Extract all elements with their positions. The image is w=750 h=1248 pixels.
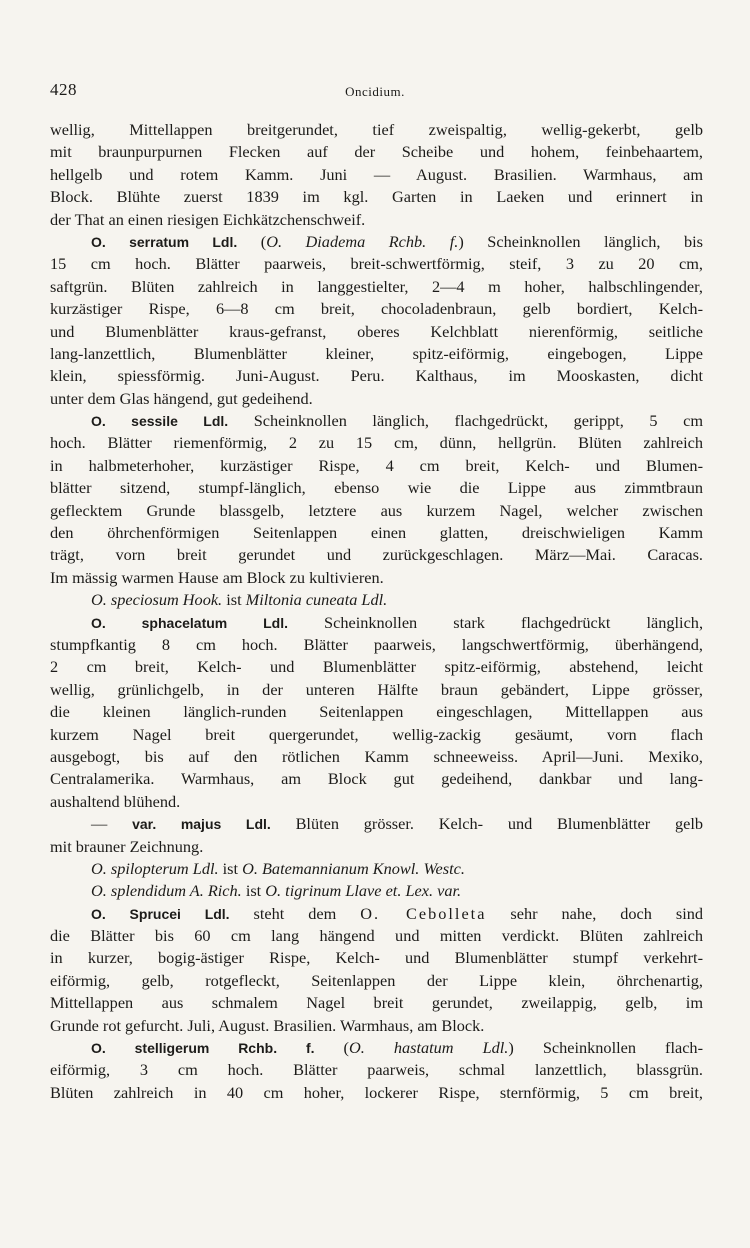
text-span: ausgebogt, bis auf den rötlichen Kamm schneeweiss. April—Juni. Mexiko, xyxy=(50,746,703,766)
species-name: O. serratum Ldl. xyxy=(91,233,238,250)
text-span: Blüten grösser. Kelch- und Blumenblätter gelb xyxy=(270,814,703,834)
text-line xyxy=(50,253,703,275)
text-span: klein, spiessförmig. Juni-August. Peru. Kalthaus, im Mooskasten, dicht xyxy=(50,366,703,386)
text-line xyxy=(50,276,703,298)
text-span: 2 cm breit, Kelch- und Blumenblätter spitz-eiförmig, abstehend, leicht xyxy=(50,657,703,677)
text-span: sehr nahe, doch sind xyxy=(486,903,703,923)
running-head: Oncidium. xyxy=(345,84,405,99)
text-line xyxy=(50,522,703,544)
text-span: ist xyxy=(218,858,243,878)
text-line xyxy=(50,925,703,947)
text-line xyxy=(50,1082,703,1104)
body-text xyxy=(50,119,703,1104)
text-span: hoch. Blätter riemenförmig, 2 zu 15 cm, dünn, hellgrün. Blüten zahlreich xyxy=(50,433,703,453)
text-line xyxy=(50,634,703,656)
text-span: wellig, Mittellappen breitgerundet, tief zweispaltig, wellig-gekerbt, gelb xyxy=(50,120,703,139)
species-name: O. Sprucei Ldl. xyxy=(91,905,230,922)
text-span: stumpfkantig 8 cm hoch. Blätter paarweis, langschwertförmig, überhängend, xyxy=(50,634,703,654)
variety-name: var. majus Ldl. xyxy=(132,816,271,833)
text-span: in kurzer, bogig-ästiger Rispe, Kelch- und Blumenblätter stumpf verkehrt- xyxy=(50,948,703,968)
text-span: Mittellappen aus schmalem Nagel breit gerundet, zweilappig, gelb, im xyxy=(50,993,703,1013)
text-span: steht dem xyxy=(229,903,361,923)
text-span: Centralamerika. Warmhaus, am Block gut gedeihend, dankbar und lang- xyxy=(50,769,703,789)
page-number: 428 xyxy=(50,80,77,99)
text-span: die kleinen länglich-runden Seitenlappen eingeschlagen, Mittellappen aus xyxy=(50,702,703,722)
text-span: trägt, vorn breit gerundet und zurückgeschlagen. März—Mai. Caracas. xyxy=(50,545,703,565)
entry-stelligerum xyxy=(50,1037,703,1059)
text-line xyxy=(50,724,703,746)
text-span: ( xyxy=(237,231,267,251)
species-name: O. speciosum Hook. xyxy=(91,590,223,610)
text-span: aushaltend blühend. xyxy=(50,791,181,811)
text-span: eiförmig, gelb, rotgefleckt, Seitenlappen der Lippe klein, öhrchenartig, xyxy=(50,970,703,990)
text-line xyxy=(50,992,703,1014)
text-line xyxy=(50,500,703,522)
page-header xyxy=(0,80,750,106)
text-span: ( xyxy=(314,1038,349,1058)
text-span: die Blätter bis 60 cm lang hängend und mitten verdickt. Blüten zahlreich xyxy=(50,926,703,946)
text-line xyxy=(50,321,703,343)
text-span: Scheinknollen stark flachgedrückt länglich, xyxy=(288,612,703,632)
spaced-name: O. Cebolleta xyxy=(360,903,487,923)
text-span: geflecktem Grunde blassgelb, letztere aus kurzem Nagel, welcher zwischen xyxy=(50,500,703,520)
text-line xyxy=(50,432,703,454)
species-name: O. sphacelatum Ldl. xyxy=(91,614,288,631)
text-line xyxy=(50,119,703,141)
text-line xyxy=(50,455,703,477)
text-span: Scheinknollen länglich, flachgedrückt, gerippt, 5 cm xyxy=(228,411,703,431)
text-line xyxy=(50,791,703,813)
synonym: O. Diadema Rchb. f. xyxy=(266,231,459,251)
text-span: Im mässig warmen Hause am Block zu kultivieren. xyxy=(50,567,384,587)
entry-splendidum xyxy=(50,880,703,902)
text-span: ) Scheinknollen flach- xyxy=(508,1038,703,1058)
text-span: mit brauner Zeichnung. xyxy=(50,836,204,856)
text-span: und Blumenblätter kraus-gefranst, oberes Kelchblatt nierenförmig, seitliche xyxy=(50,321,703,341)
text-span: eiförmig, 3 cm hoch. Blätter paarweis, schmal lanzettlich, blassgrün. xyxy=(50,1060,703,1080)
text-line xyxy=(50,947,703,969)
entry-sphacelatum xyxy=(50,612,703,634)
text-span: ) Scheinknollen länglich, bis xyxy=(458,231,703,251)
text-span: den öhrchenförmigen Seitenlappen einen glatten, dreischwieligen Kamm xyxy=(50,523,703,543)
text-span: Block. Blühte zuerst 1839 im kgl. Garten in Laeken und erinnert in xyxy=(50,187,703,207)
text-line xyxy=(50,1015,703,1037)
entry-sessile xyxy=(50,410,703,432)
text-span: 15 cm hoch. Blätter paarweis, breit-schwertförmig, steif, 3 zu 20 cm, xyxy=(50,254,703,274)
text-line xyxy=(50,567,703,589)
text-line xyxy=(50,656,703,678)
entry-sprucei xyxy=(50,903,703,925)
text-line xyxy=(50,768,703,790)
entry-var-majus xyxy=(50,813,703,835)
synonym: O. Batemannianum Knowl. Westc. xyxy=(242,858,465,878)
species-name: O. stelligerum Rchb. f. xyxy=(91,1040,315,1057)
text-line xyxy=(50,701,703,723)
text-span: kurzästiger Rispe, 6—8 cm breit, chocoladenbraun, gelb bordiert, Kelch- xyxy=(50,299,703,319)
text-line xyxy=(50,746,703,768)
entry-serratum xyxy=(50,231,703,253)
text-line xyxy=(50,298,703,320)
species-name: O. splendidum A. Rich. xyxy=(91,881,242,901)
text-span: — xyxy=(91,814,133,834)
text-span: kurzem Nagel breit quergerundet, wellig-zackig gesäumt, vorn flach xyxy=(50,724,703,744)
text-line xyxy=(50,836,703,858)
entry-speciosum xyxy=(50,589,703,611)
species-name: O. sessile Ldl. xyxy=(91,413,229,430)
species-name: O. spilopterum Ldl. xyxy=(91,858,219,878)
text-span: hellgelb und rotem Kamm. Juni — August. Brasilien. Warmhaus, am xyxy=(50,164,703,184)
synonym: O. hastatum Ldl. xyxy=(348,1038,509,1058)
text-span: Grunde rot gefurcht. Juli, August. Brasilien. Warmhaus, am Block. xyxy=(50,1015,485,1035)
text-span: unter dem Glas hängend, gut gedeihend. xyxy=(50,388,313,408)
text-span: blätter sitzend, stumpf-länglich, ebenso wie die Lippe aus zimmtbraun xyxy=(50,478,703,498)
text-span: der That an einen riesigen Eichkätzchenschweif. xyxy=(50,209,366,229)
text-span: wellig, grünlichgelb, in der unteren Hälfte braun gebändert, Lippe grösser, xyxy=(50,679,703,699)
text-span: lang-lanzettlich, Blumenblätter kleiner, spitz-eiförmig, eingebogen, Lippe xyxy=(50,343,703,363)
text-line xyxy=(50,388,703,410)
text-line xyxy=(50,970,703,992)
text-line xyxy=(50,544,703,566)
text-line xyxy=(50,141,703,163)
text-line xyxy=(50,209,703,231)
text-line xyxy=(50,186,703,208)
text-line xyxy=(50,164,703,186)
text-line xyxy=(50,679,703,701)
text-span: mit braunpurpurnen Flecken auf der Scheibe und hohem, feinbehaartem, xyxy=(50,142,703,162)
text-line xyxy=(50,477,703,499)
text-span: ist xyxy=(222,590,246,610)
text-span: saftgrün. Blüten zahlreich in langgestielter, 2—4 m hoher, halbschlingender, xyxy=(50,276,703,296)
text-span: Blüten zahlreich in 40 cm hoher, lockerer Rispe, sternförmig, 5 cm breit, xyxy=(50,1082,703,1102)
text-span: ist xyxy=(241,881,266,901)
text-span: in halbmeterhoher, kurzästiger Rispe, 4 cm breit, Kelch- und Blumen- xyxy=(50,455,703,475)
text-line xyxy=(50,365,703,387)
synonym: Miltonia cuneata Ldl. xyxy=(245,590,388,610)
synonym: O. tigrinum Llave et. Lex. var. xyxy=(265,881,462,901)
text-line xyxy=(50,1059,703,1081)
text-line xyxy=(50,343,703,365)
entry-spilopterum xyxy=(50,858,703,880)
